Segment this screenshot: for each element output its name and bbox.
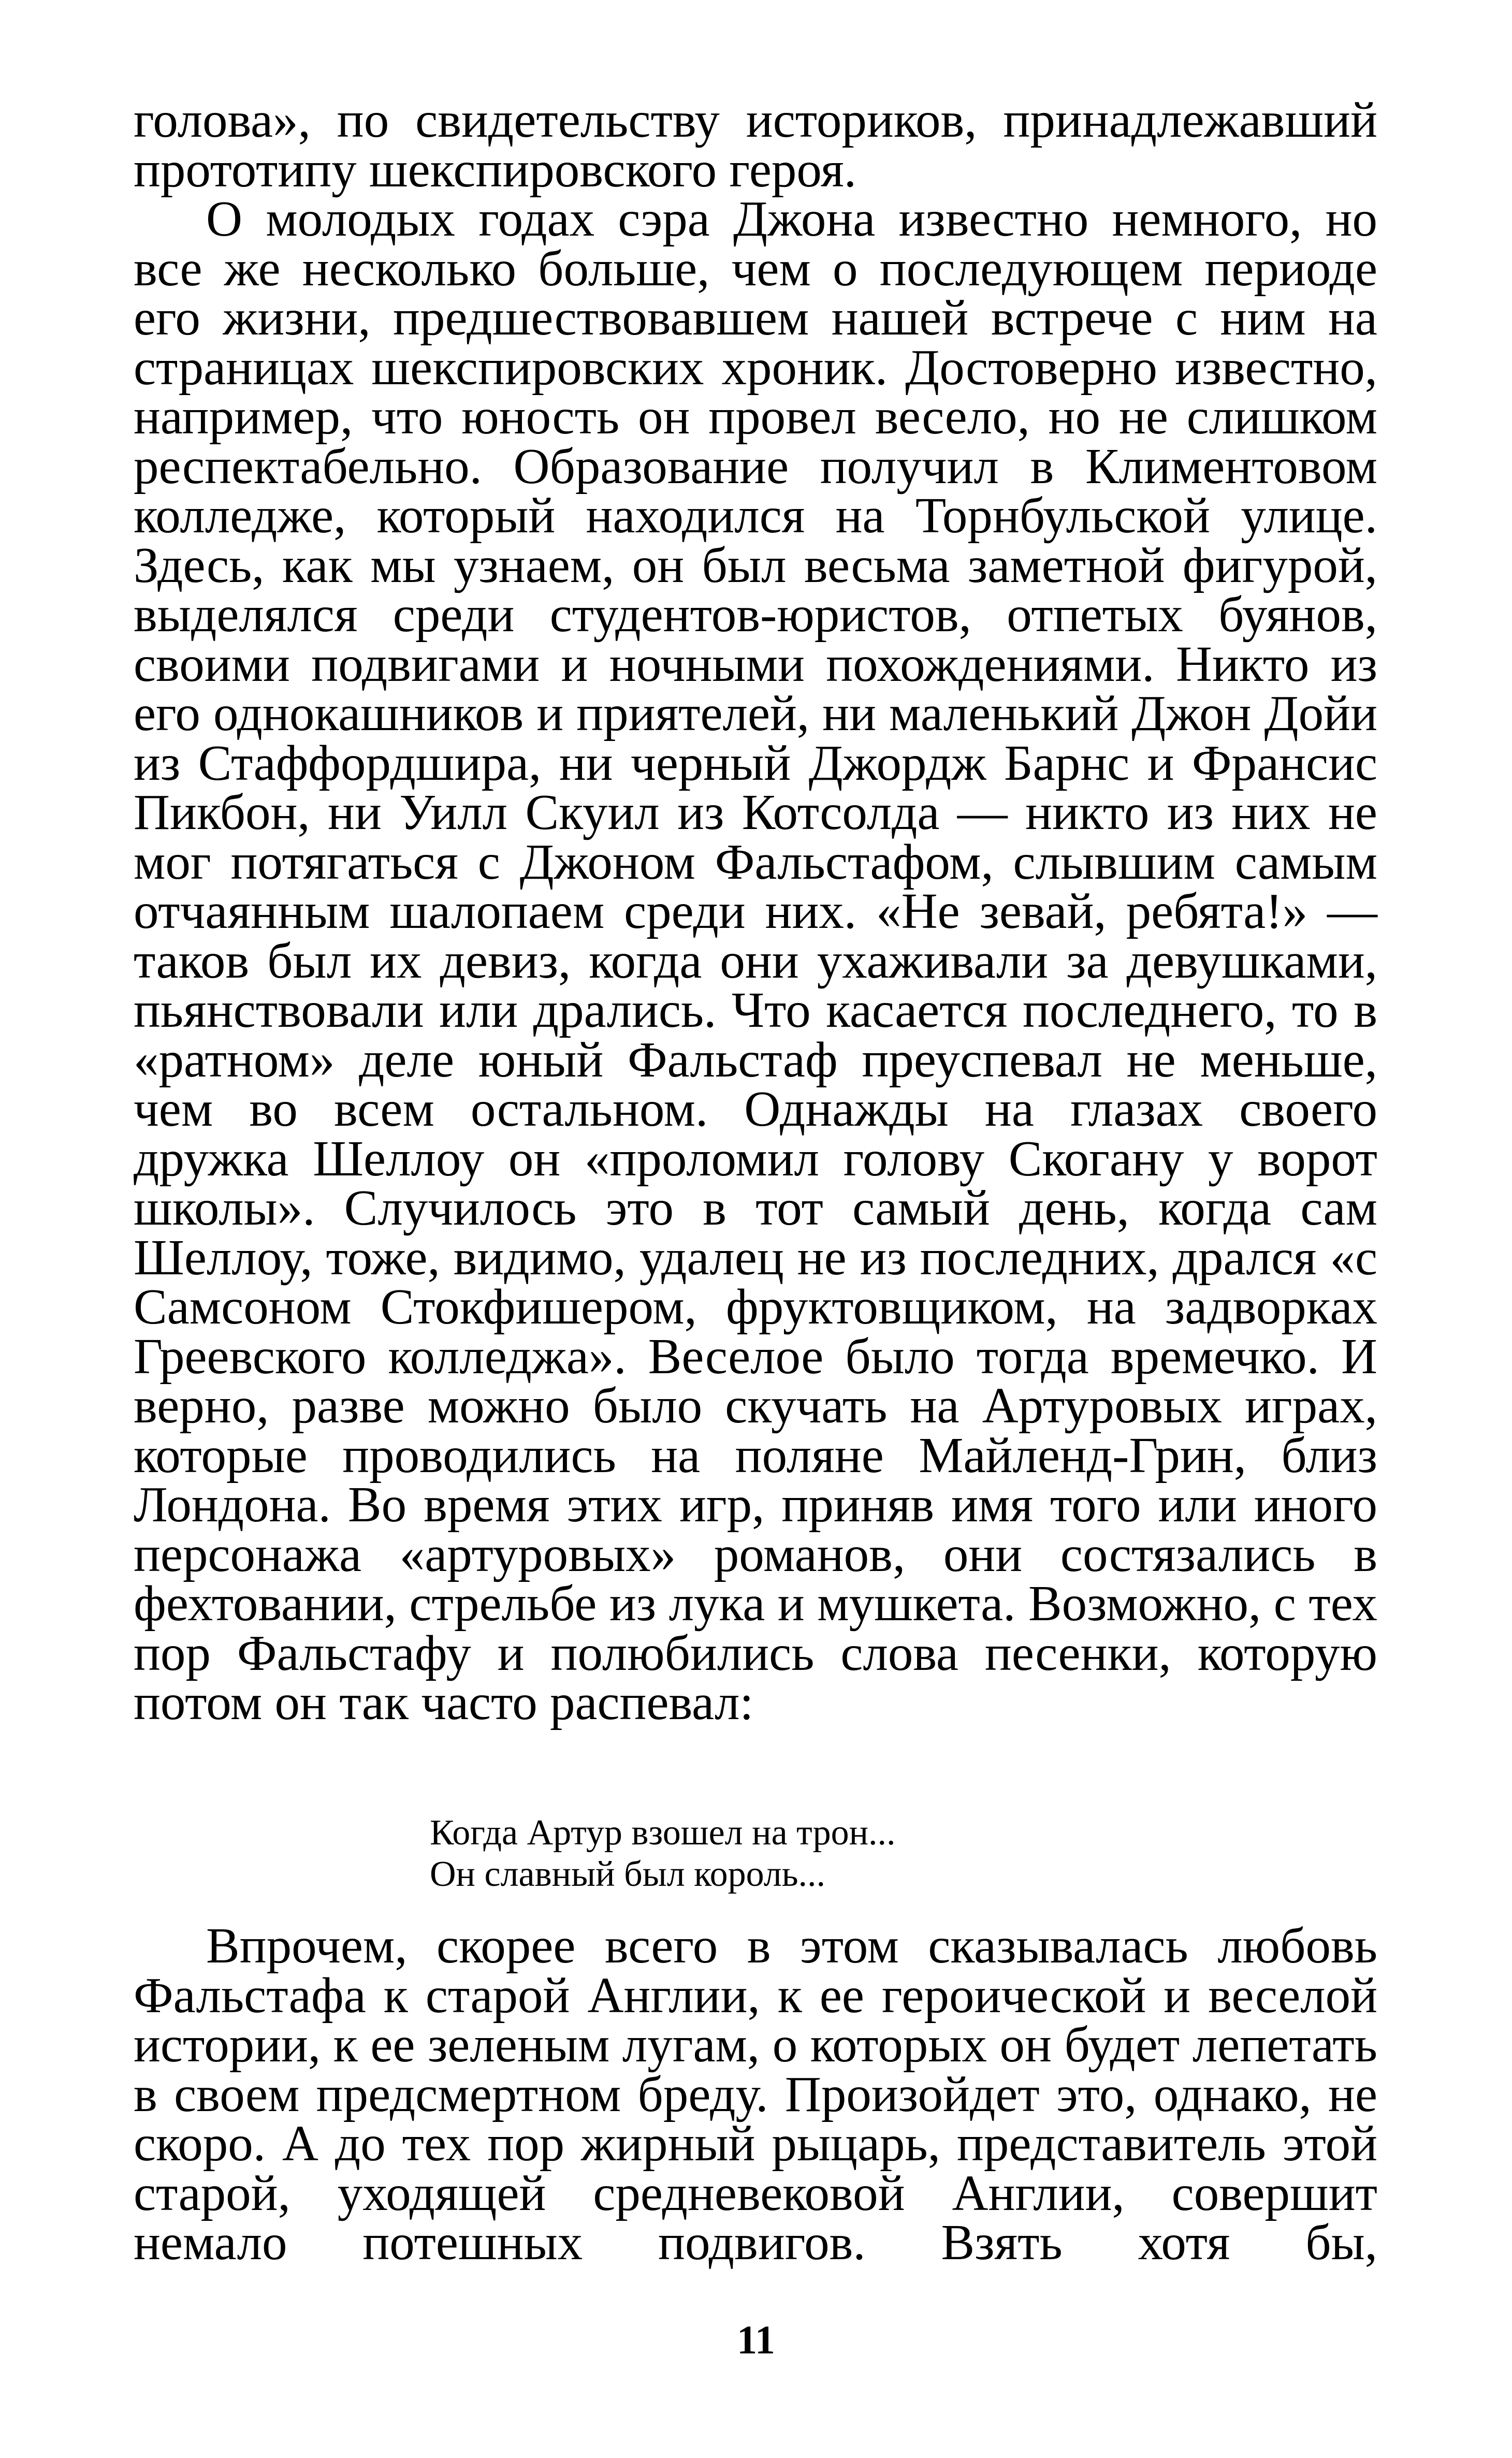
- paragraph-old-england: Впрочем, скорее всего в этом сказывалась любовь Фальстафа к старой Англии, к ее героической и веселой истории, к ее зеленым лугам, о которых он будет лепетать в своем предсмертном бреду. Произойдет это, однако, не скоро. А до тех пор жирный рыцарь, представитель этой старой, уходящей средневековой Англии, совершит немало потешных подвигов. Взять хотя бы,: [134, 1918, 1377, 2270]
- paragraph-continuation: голова», по свидетельству историков, принадлежавший прототипу шекспировского героя.: [134, 92, 1377, 197]
- verse-quote: [430, 1812, 896, 1895]
- text-block-bottom: [134, 1918, 1377, 2270]
- page-number: 11: [737, 2317, 775, 2362]
- text-block-top: [134, 92, 1377, 1730]
- verse-line-1: Когда Артур взошел на трон...: [430, 1813, 896, 1853]
- paragraph-falstaff-youth: О молодых годах сэра Джона известно немного, но все же несколько больше, чем о последующем периоде его жизни, предшествовавшем нашей встрече с ним на страницах шекспировских хроник. Достоверно известно, например, что юность он провел весело, но не слишком респектабельно. Образование получил в Климентовом колледже, который находился на Торнбульской улице. Здесь, как мы узнаем, он был весьма заметной фигурой, выделялся среди студентов-юристов, отпетых буянов, своими подвигами и ночными похождениями. Никто из его однокашников и приятелей, ни маленький Джон Дойи из Стаффордшира, ни черный Джордж Барнс и Франсис Пикбон, ни Уилл Скуил из Котсолда — никто из них не мог потягаться с Джоном Фальстафом, слывшим самым отчаянным шалопаем среди них. «Не зевай, ребята!» — таков был их девиз, когда они ухаживали за девушками, пьянствовали или дрались. Что касается последнего, то в «ратном» деле юный Фальстаф преуспевал не меньше, чем во всем остальном. Однажды на глазах своего дружка Шеллоу он «проломил голову Скогану у ворот школы». Случилось это в тот самый день, когда сам Шеллоу, тоже, видимо, удалец не из последних, дрался «с Самсоном Стокфишером, фруктовщиком, на задворках Греевского колледжа». Веселое было тогда времечко. И верно, разве можно было скучать на Артуровых играх, которые проводились на поляне Майленд-Грин, близ Лондона. Во время этих игр, приняв имя того или иного персонажа «артуровых» романов, они состязались в фехтовании, стрельбе из лука и мушкета. Возможно, с тех пор Фальстафу и полюбились слова песенки, которую потом он так часто распевал:: [134, 191, 1377, 1730]
- verse-line-2: Он славный был король...: [430, 1854, 826, 1894]
